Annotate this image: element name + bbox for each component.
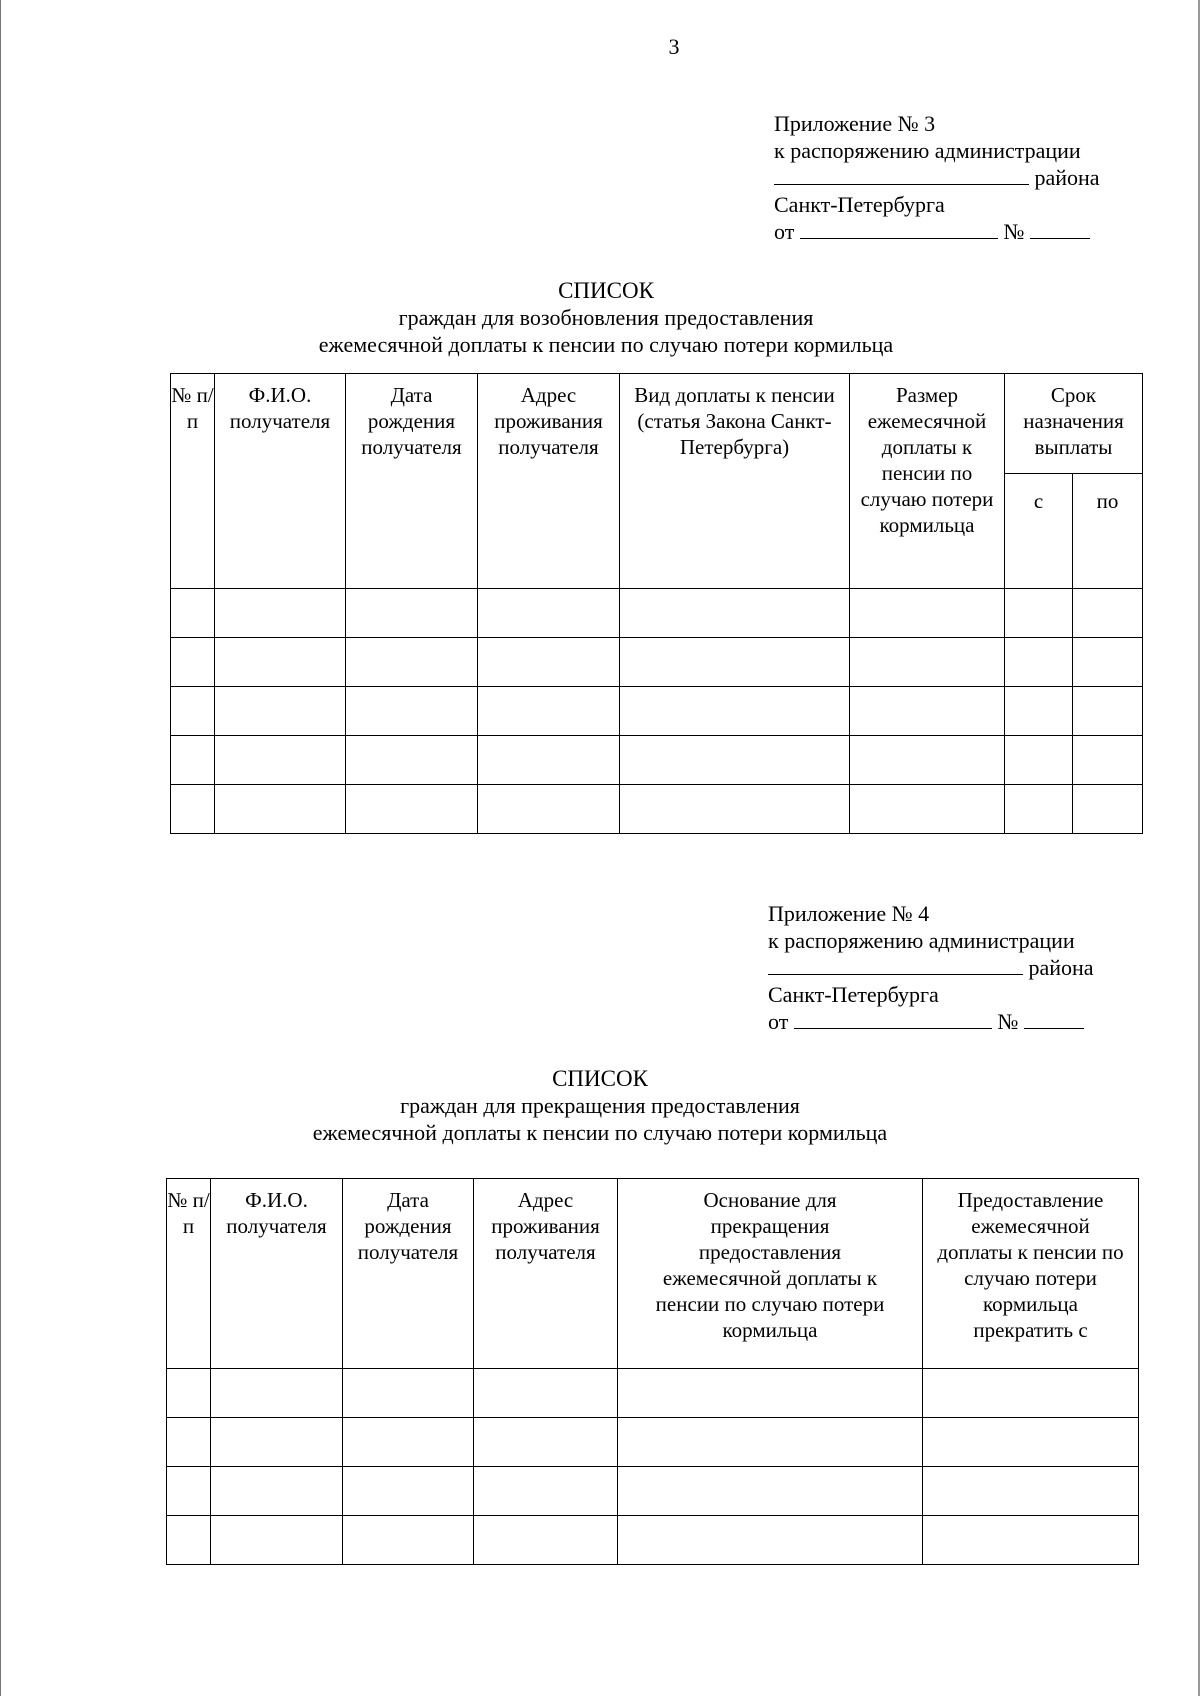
col-header-birth: Дата рождения получателя <box>346 374 478 589</box>
list2-subtitle-1: граждан для прекращения предоставления <box>400 1093 800 1118</box>
annex4-city: Санкт-Петербурга <box>768 982 939 1007</box>
annex3-date-line <box>774 218 1100 245</box>
col-header-address: Адрес проживания получателя <box>478 374 620 589</box>
col-header-birth: Дата рождения получателя <box>343 1179 474 1369</box>
date-blank <box>794 1010 992 1029</box>
col-header-to: по <box>1073 474 1143 589</box>
table-row <box>167 1467 1139 1516</box>
col-header-stop: Предоставление ежемесячной доплаты к пенсии по случаю потери кормильца прекратить с <box>923 1179 1139 1369</box>
list1-heading: СПИСОК <box>558 278 654 303</box>
col-header-address: Адрес проживания получателя <box>474 1179 618 1369</box>
number-label: № <box>1003 219 1025 244</box>
annex4-order: к распоряжению администрации <box>768 928 1075 953</box>
annex4-date-line <box>768 1008 1094 1035</box>
annex3-block <box>774 110 1100 245</box>
col-header-basis: Основание для прекращения предоставления ежемесячной доплаты к пенсии по случаю потери кормильца <box>618 1179 923 1369</box>
district-blank <box>768 956 1023 975</box>
annex3-district-line <box>774 164 1100 191</box>
list1-table <box>170 373 1143 834</box>
date-blank <box>800 220 998 239</box>
col-header-num: № п/п <box>167 1179 211 1369</box>
table-row <box>167 1369 1139 1418</box>
table-row <box>171 736 1143 785</box>
list1-subtitle-1: граждан для возобновления предоставления <box>398 305 814 330</box>
number-blank <box>1024 1010 1084 1029</box>
col-header-fio: Ф.И.О. получателя <box>215 374 346 589</box>
list1-subtitle-2: ежемесячной доплаты к пенсии по случаю потери кормильца <box>318 332 894 357</box>
col-header-amount: Размер ежемесячной доплаты к пенсии по случаю потери кормильца <box>850 374 1005 589</box>
annex4-district-line <box>768 954 1094 981</box>
district-blank <box>774 166 1029 185</box>
col-header-period: Срок назначения выплаты <box>1005 374 1143 474</box>
table-row <box>167 1418 1139 1467</box>
list1-title <box>6 277 1200 358</box>
from-label: от <box>774 219 795 244</box>
table-row <box>171 638 1143 687</box>
district-suffix: района <box>1034 165 1100 190</box>
number-blank <box>1030 220 1090 239</box>
annex3-title: Приложение № 3 <box>774 111 936 136</box>
scan-edge-left <box>0 0 1 1696</box>
from-label: от <box>768 1009 789 1034</box>
table-row <box>171 687 1143 736</box>
col-header-type: Вид доплаты к пенсии (статья Закона Санкт-Петербурга) <box>620 374 850 589</box>
annex4-block <box>768 900 1094 1035</box>
col-header-from: с <box>1005 474 1073 589</box>
col-header-fio: Ф.И.О. получателя <box>211 1179 343 1369</box>
table-row <box>171 785 1143 834</box>
list2-heading: СПИСОК <box>552 1066 648 1091</box>
list2-table <box>166 1178 1139 1565</box>
list2-title <box>0 1065 1200 1146</box>
list2-subtitle-2: ежемесячной доплаты к пенсии по случаю потери кормильца <box>312 1120 888 1145</box>
annex4-title: Приложение № 4 <box>768 901 930 926</box>
district-suffix: района <box>1028 955 1094 980</box>
page-number: 3 <box>668 34 680 59</box>
annex3-city: Санкт-Петербурга <box>774 192 945 217</box>
number-label: № <box>997 1009 1019 1034</box>
col-header-num: № п/п <box>171 374 215 589</box>
annex3-order: к распоряжению администрации <box>774 138 1081 163</box>
table-row <box>171 589 1143 638</box>
table-row <box>167 1516 1139 1565</box>
